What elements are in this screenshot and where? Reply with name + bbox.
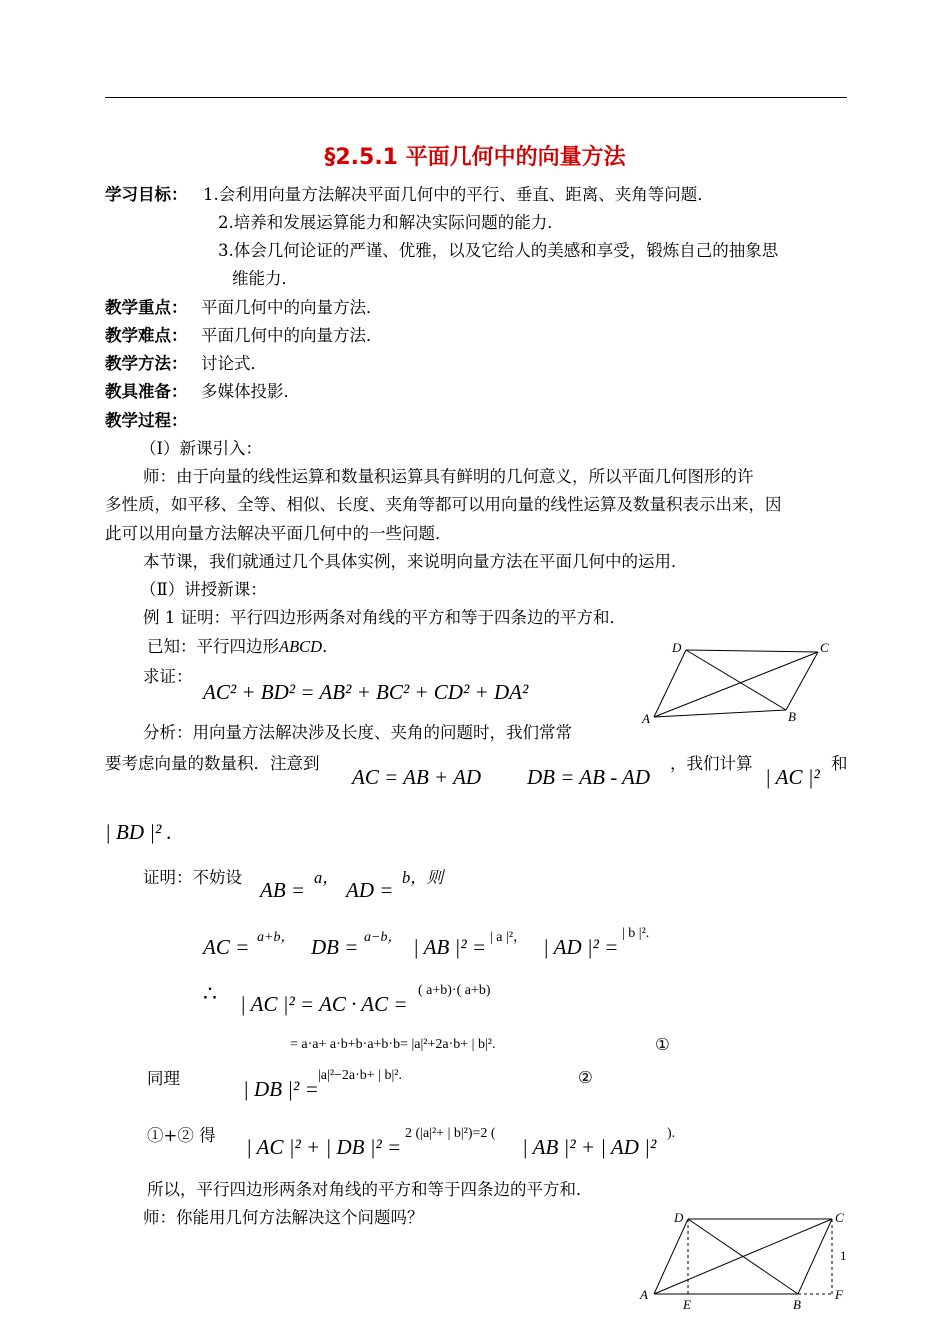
line-sum-tail: | AB |² + | AD |²	[522, 1135, 657, 1159]
parallelogram-figure-1	[636, 638, 836, 732]
edge-cd	[686, 650, 818, 652]
edge-da	[654, 1219, 688, 1294]
line-db2-val: |a|²−2a·b+ | b|².	[318, 1068, 402, 1083]
diagonal-ac	[654, 652, 818, 717]
proof-ad: AD =	[346, 878, 394, 902]
label-e: E	[683, 1297, 691, 1312]
edge-da	[654, 650, 686, 717]
prove-label: 求证：	[143, 667, 193, 686]
conclusion: 所以，平行四边形两条对角线的平方和等于四条边的平方和．	[147, 1180, 593, 1199]
section-intro-heading: （Ⅰ）新课引入：	[140, 439, 263, 458]
proof-intro: 证明：不妨设	[143, 868, 242, 887]
label-a: A	[640, 1287, 648, 1302]
intro-paragraph-line-2: 多性质，如平移、全等、相似、长度、夹角等都可以用向量的线性运算及数量积表示出来，因	[105, 495, 782, 514]
intro-paragraph-line-1: 师：由于向量的线性运算和数量积运算具有鲜明的几何意义，所以平面几何图形的许	[143, 467, 754, 486]
label-a: A	[642, 711, 650, 726]
edge-bc	[786, 652, 818, 710]
edge-ab	[654, 710, 786, 717]
proof-b: b，则	[402, 868, 444, 887]
key-label: 教学重点：	[105, 298, 188, 317]
line-ac: AC =	[203, 935, 250, 959]
example-1: 例 1 证明：平行四边形两条对角线的平方和等于四条边的平方和．	[143, 608, 626, 627]
header-rule	[105, 97, 847, 98]
line-ab2: | AB |² =	[413, 935, 487, 959]
same-label: 同理	[147, 1069, 180, 1088]
intro-paragraph-line-3: 此可以用向量方法解决平面几何中的一些问题．	[105, 524, 452, 543]
given-label: 已知：平行四边形	[147, 637, 279, 656]
line-sum-val: 2 (|a|²+ | b|²)=2 (	[405, 1126, 496, 1141]
analysis-formula-ac: AC = AB + AD	[352, 765, 482, 789]
line-expand: = a·a+ a·b+b·a+b·b= |a|²+2a·b+ | b|².	[290, 1037, 496, 1052]
proof-a: a，	[314, 868, 339, 887]
method-value: 讨论式．	[201, 354, 267, 373]
analysis-line-2-end: 和	[831, 754, 848, 773]
difficulty-label: 教学难点：	[105, 326, 188, 345]
line-ac-val: a+b，	[257, 930, 295, 945]
objective-3-cont: 维能力．	[232, 269, 298, 288]
line-ad2: | AD |² =	[543, 935, 619, 959]
analysis-line-1: 分析：用向量方法解决涉及长度、夹角的问题时，我们常常	[143, 723, 572, 742]
process-label: 教学过程：	[105, 411, 188, 430]
section-teach-heading: （Ⅱ）讲授新课：	[140, 580, 267, 599]
analysis-line-2-pre: 要考虑向量的数量积．注意到	[105, 754, 320, 773]
edge-bc	[798, 1219, 832, 1294]
page-title: §2.5.1 平面几何中的向量方法	[324, 145, 626, 170]
label-d: D	[672, 640, 682, 655]
line-ab2-val: | a |²，	[490, 930, 528, 945]
given-value: ABCD	[279, 637, 323, 656]
label-b: B	[793, 1297, 801, 1312]
objective-2: 2.培养和发展运算能力和解决实际问题的能力．	[218, 213, 564, 232]
line-acac-val: ( a+b)·( a+b)	[418, 983, 491, 998]
label-c: C	[835, 1210, 844, 1225]
tools-value: 多媒体投影．	[201, 382, 300, 401]
label-side: 1	[840, 1248, 847, 1263]
objective-3: 3.体会几何论证的严谨、优雅，以及它给人的美感和享受，锻炼自己的抽象思	[218, 241, 779, 260]
parallelogram-figure-2	[636, 1208, 850, 1318]
label-d: D	[674, 1210, 684, 1225]
analysis-line-2-mid: ，我们计算	[670, 754, 753, 773]
line-sum-end: ).	[667, 1126, 676, 1141]
line-db: DB =	[311, 935, 359, 959]
line-db-val: a−b，	[364, 930, 402, 945]
line-ad2-val: | b |².	[622, 926, 650, 941]
analysis-formula-bd2: | BD |² .	[105, 820, 172, 844]
intro-paragraph-2: 本节课，我们就通过几个具体实例，来说明向量方法在平面几何中的运用．	[143, 552, 688, 571]
method-label: 教学方法：	[105, 354, 188, 373]
label-c: C	[820, 640, 829, 655]
line-acac: | AC |² = AC · AC =	[240, 992, 408, 1016]
diagonal-bd	[686, 650, 786, 710]
line-sum: | AC |² + | DB |² =	[246, 1135, 402, 1159]
difficulty-value: 平面几何中的向量方法．	[201, 326, 383, 345]
objectives-label: 学习目标：	[105, 185, 188, 204]
sum-label: ①+② 得	[147, 1126, 216, 1145]
objective-1: 1.会利用向量方法解决平面几何中的平行、垂直、距离、夹角等问题．	[203, 185, 714, 204]
question: 师：你能用几何方法解决这个问题吗？	[143, 1208, 424, 1227]
given-end: ．	[322, 637, 339, 656]
tools-label: 教具准备：	[105, 382, 188, 401]
prove-formula: AC² + BD² = AB² + BC² + CD² + DA²	[203, 680, 529, 704]
mark-1: ①	[655, 1035, 670, 1054]
line-db2: | DB |² =	[243, 1077, 319, 1101]
proof-ab: AB =	[260, 878, 306, 902]
mark-2: ②	[578, 1068, 593, 1087]
label-b: B	[788, 709, 796, 724]
key-value: 平面几何中的向量方法．	[201, 298, 383, 317]
analysis-formula-db: DB = AB - AD	[527, 765, 651, 789]
therefore-symbol: ∴	[203, 982, 217, 1007]
diagonal-bd	[688, 1219, 798, 1294]
label-f: F	[835, 1287, 843, 1302]
given-line	[147, 637, 339, 657]
analysis-formula-ac2: | AC |²	[765, 765, 820, 789]
